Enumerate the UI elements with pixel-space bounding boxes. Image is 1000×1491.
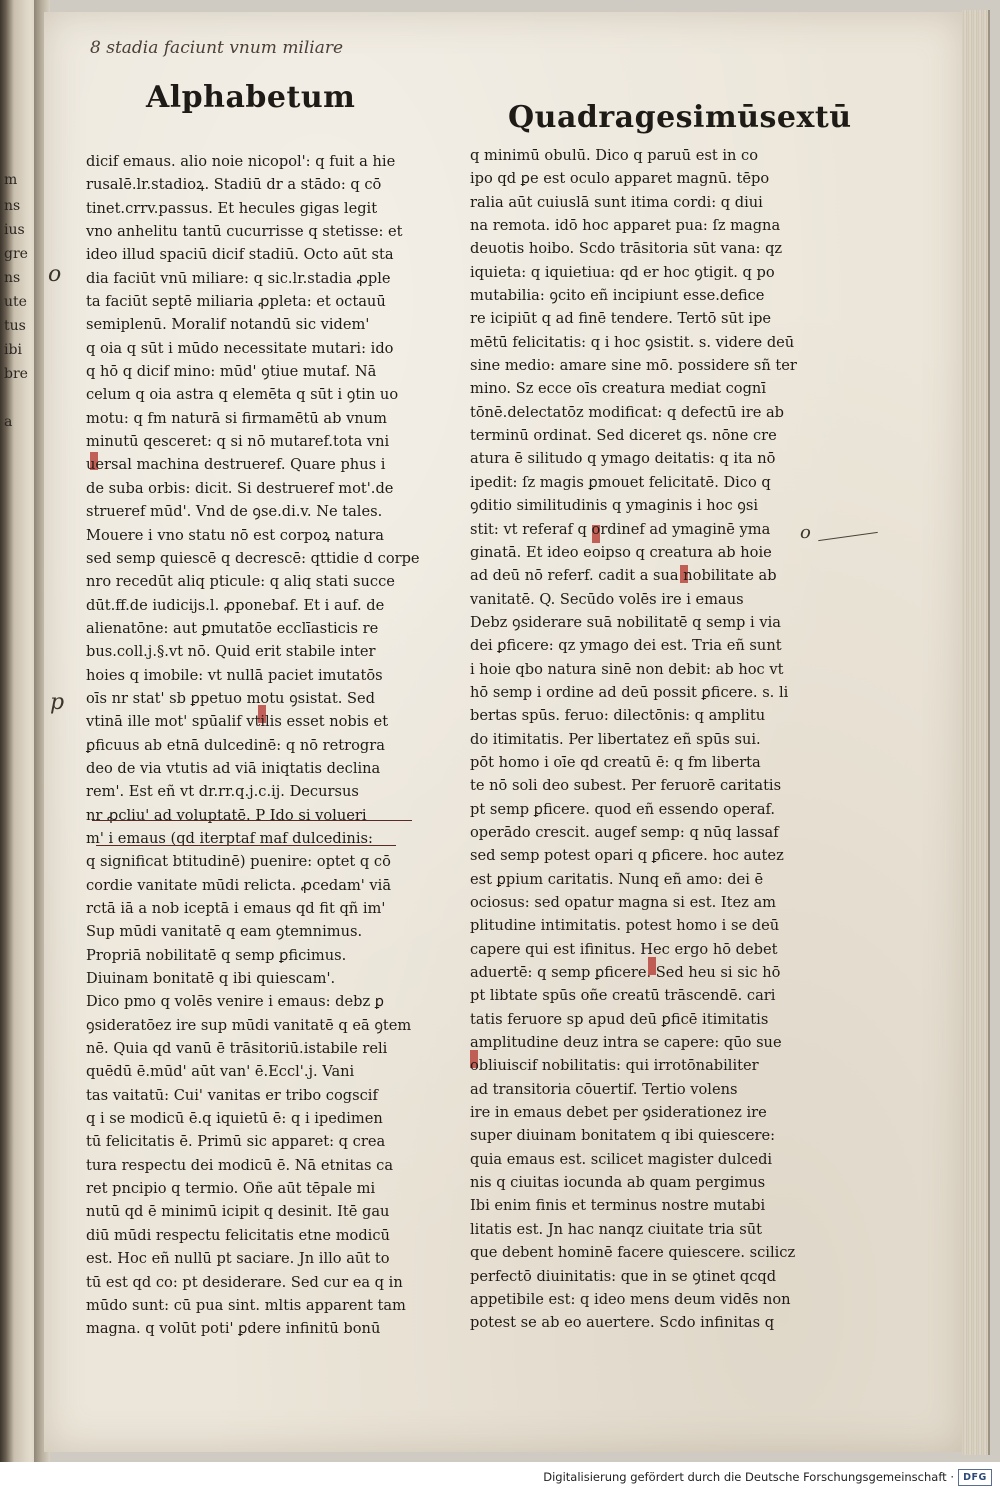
text-line: est ꝑpium caritatis. Nunq eñ amo: dei ē [470, 870, 764, 888]
text-line: Diuinam bonitatē q ibi quiescam'. [86, 970, 336, 988]
text-line: tinet.crrv.passus. Et hecules gigas legit [86, 199, 378, 217]
funding-credit: Digitalisierung gefördert durch die Deutsche Forschungsgemeinschaft · [543, 1470, 954, 1484]
text-line: pt semp ꝑficere. quod eñ essendo operaf. [470, 800, 776, 818]
text-line: Ibi enim finis et terminus nostre mutabi [470, 1197, 766, 1215]
text-line: ralia aūt cuiuslā sunt itima cordi: q diui [470, 193, 763, 211]
text-line: mino. Sz ecce oīs creatura mediat cognī [470, 380, 767, 398]
text-line: obliuiscif nobilitatis: qui irrotōnabiliter [470, 1057, 759, 1075]
margin-mark: o [48, 262, 62, 287]
text-line: q i se modicū ē.q iquietū ē: q i ipedimen [86, 1110, 383, 1128]
text-line: Sup mūdi vanitatē q eam ꝯtemnimus. [86, 923, 363, 941]
text-line: te nō soli deo subest. Per feruorē caritatis [470, 777, 782, 795]
text-line: ideo illud spaciū dicif stadiū. Octo aūt sta [86, 246, 394, 264]
text-line: tatis feruore sp apud deū ꝑficē itimitatis [470, 1010, 769, 1028]
footer-bar [0, 1462, 1000, 1491]
text-line: mētū felicitatis: q i hoc ꝯsistit. s. videre deū [470, 333, 795, 351]
text-line: uersal machina destrueref. Quare phus i [86, 456, 386, 474]
text-line: magna. q volūt poti' ꝑdere infinitū bonū [86, 1320, 381, 1338]
text-line: dicif emaus. alio noie nicopol': q fuit a hie [86, 153, 396, 170]
text-line: semiplenū. Moralif notandū sic videm' [86, 316, 370, 334]
text-line: q hō q dicif mino: mūd' ꝯtiue mutaf. Nā [86, 363, 377, 381]
text-line: ta faciūt septē miliaria ꝓpleta: et octauū [86, 293, 386, 311]
text-line: ret pncipio q termio. Oñe aūt tēpale mi [86, 1180, 376, 1198]
text-line: ad deū nō referf. cadit a sua nobilitate ab [470, 567, 777, 585]
text-line: atura ē silitudo q ymago deitatis: q ita nō [470, 450, 776, 468]
text-line: celum q oia astra q elemēta q sūt i ꝯtin uo [86, 386, 399, 404]
text-line: ire in emaus debet per ꝯsiderationez ire [470, 1104, 767, 1122]
left-fragment: tus [4, 318, 26, 334]
text-line: mūdo sunt: cū pua sint. mltis apparent tam [86, 1296, 406, 1314]
text-line: tū est qd co: pt desiderare. Sed cur ea q in [86, 1273, 403, 1291]
text-line: q oia q sūt i mūdo necessitate mutari: ido [86, 339, 394, 357]
underline-stroke [92, 820, 412, 821]
running-head-left: Alphabetum [146, 80, 356, 115]
dfg-logo: DFG [958, 1469, 992, 1486]
text-line: na remota. idō hoc apparet pua: ſz magna [470, 217, 781, 235]
text-line: est. Hoc eñ nullū pt saciare. Jn illo aūt to [86, 1250, 390, 1268]
text-line: vno anhelitu tantū cucurrisse q stetisse: et [86, 223, 403, 241]
text-line: diū mūdi respectu felicitatis etne modicū [86, 1226, 390, 1244]
text-line: hō semp i ordine ad deū possit ꝑficere. s. li [470, 683, 789, 701]
left-fragment: ius [4, 222, 25, 238]
text-line: amplitudine deuz intra se capere: qūo sue [470, 1034, 782, 1052]
text-line: quia emaus est. scilicet magister dulcedi [470, 1150, 773, 1168]
text-line: dūt.ff.de iudicijs.l. ꝓponebaf. Et i auf. de [86, 596, 385, 614]
margin-mark: p [50, 690, 65, 715]
text-line: nē. Quia qd vanū ē trāsitoriū.istabile reli [86, 1040, 388, 1058]
text-line: do itimitatis. Per libertatez eñ spūs sui. [470, 730, 761, 748]
margin-mark: o [800, 522, 811, 543]
text-line: ꝑficuus ab etnā dulcedinē: q nō retrogra [86, 736, 385, 754]
text-line: sed semp quiescē q decrescē: qttidie d corpe [86, 549, 420, 567]
underline-stroke [96, 845, 396, 846]
text-line: stit: vt referaf q ordinef ad ymaginē yma [470, 520, 771, 538]
text-line: m' i emaus (qd iterptaf maf dulcedinis: [86, 829, 373, 847]
text-line: ipedit: ſz magis ꝑmouet felicitatē. Dico q [470, 473, 771, 491]
text-line: nr ꝓcliu' ad voluptatē. P Ido si volueri [86, 806, 367, 824]
text-line: tū felicitatis ē. Primū sic apparet: q crea [86, 1133, 386, 1151]
text-line: cordie vanitate mūdi relicta. ꝓcedam' viā [86, 876, 392, 894]
text-line: minutū qesceret: q si nō mutaref.tota vni [86, 433, 390, 451]
text-line: Debz ꝯsiderare suā nobilitatē q semp i via [470, 613, 781, 631]
text-line: dia faciūt vnū miliare: q sic.lr.stadia ꝓple [86, 269, 391, 287]
text-line: quēdū ē.mūd' aūt van' ē.Eccl'.j. Vani [86, 1063, 355, 1081]
left-fragment: a [4, 414, 13, 430]
text-column-right [470, 144, 797, 1335]
text-line: deuotis hoibo. Scdo trāsitoria sūt vana: qz [470, 240, 783, 258]
text-line: bertas spūs. feruo: dilectōnis: q amplitu [470, 707, 766, 725]
text-line: aduertē: q semp ꝑficere. Sed heu si sic hō [470, 964, 781, 982]
text-line: rusalē.lr.stadioꝝ. Stadiū dr a stādo: q cō [86, 176, 382, 194]
left-fragment: m [4, 172, 18, 188]
text-line: dei ꝑficere: qz ymago dei est. Tria eñ sunt [470, 637, 782, 655]
text-line: ipo qd ꝑe est oculo apparet magnū. tēpo [470, 170, 770, 188]
text-line: plitudine intimitatis. potest homo i se deū [470, 917, 780, 935]
text-line: sine medio: amare sine mō. possidere sñ ter [470, 357, 797, 375]
left-fragment: ns [4, 270, 21, 286]
text-line: nro recedūt aliq pticule: q aliq stati succe [86, 573, 395, 591]
text-line: Mouere i vno statu nō est corpoꝝ natura [86, 526, 384, 544]
text-line: appetibile est: q ideo mens deum vidēs non [470, 1290, 791, 1308]
text-line: Propriā nobilitatē q semp ꝑficimus. [86, 946, 347, 964]
text-line: Dico pmo q volēs venire i emaus: debz ꝑ [86, 993, 385, 1011]
text-line: pōt homo i oīe qd creatū ē: q fm liberta [470, 753, 761, 771]
left-fragment: ns [4, 198, 21, 214]
text-line: rem'. Est eñ vt dr.rr.q.j.c.ij. Decursus [86, 783, 359, 801]
text-line: de suba orbis: dicit. Si destrueref mot'.de [86, 479, 394, 497]
text-line: deo de via vtutis ad viā iniqtatis declina [86, 759, 381, 777]
text-line: nis q ciuitas iocunda ab quam pergimus [470, 1174, 766, 1192]
text-line: ꝯditio similitudinis q ymaginis i hoc ꝯsi [470, 497, 758, 515]
running-head-right: Quadragesimūsextū [508, 100, 852, 135]
text-line: rctā iā a nob iceptā i emaus qd fit qñ im' [86, 900, 386, 917]
text-line: mutabilia: ꝯcito eñ incipiunt esse.defice [470, 287, 765, 305]
text-line: operādo crescit. augef semp: q nūq lassaf [470, 823, 779, 841]
text-line: hoies q imobile: vt nullā paciet imutatōs [86, 666, 383, 684]
text-line: pt libtate spūs oñe creatū trāscendē. cari [470, 987, 776, 1005]
text-line: vtinā ille mot' spūalif vtilis esset nobis et [86, 713, 389, 731]
left-fragment: ute [4, 294, 27, 310]
left-fragment: gre [4, 246, 28, 262]
text-line: ociosus: sed opatur magna si est. Itez am [470, 894, 776, 911]
text-line: re icipiūt q ad finē tendere. Tertō sūt ipe [470, 310, 772, 328]
text-line: ginatā. Et ideo eoipso q creatura ab hoie [470, 543, 772, 561]
text-line: i hoie qbo natura sinē non debit: ab hoc vt [470, 660, 784, 678]
text-line: ꝯsideratōez ire sup mūdi vanitatē q eā ꝯtem [86, 1016, 412, 1034]
text-line: perfectō diuinitatis: que in se ꝯtinet qcqd [470, 1267, 777, 1285]
text-line: tura respectu dei modicū ē. Nā etnitas ca [86, 1156, 394, 1174]
left-fragment: ibi [4, 342, 22, 358]
text-line: q minimū obulū. Dico q paruū est in co [470, 147, 758, 164]
text-line: ad transitoria cōuertif. Tertio volens [470, 1080, 738, 1098]
text-line: nutū qd ē minimū icipit q desinit. Itē gau [86, 1203, 390, 1221]
text-line: strueref mūd'. Vnd de ꝯse.di.v. Ne tales. [86, 503, 383, 521]
text-line: super diuinam bonitatem q ibi quiescere: [470, 1127, 776, 1145]
text-line: bus.coll.j.§.vt nō. Quid erit stabile inter [86, 643, 376, 661]
text-line: litatis est. Jn hac nanqz ciuitate tria sūt [470, 1220, 763, 1238]
text-line: motu: q fm naturā si firmamētū ab vnum [86, 409, 387, 427]
text-line: capere qui est ifinitus. Hec ergo hō debet [470, 940, 778, 958]
handwritten-annotation: 8 stadia faciunt vnum miliare [90, 38, 344, 58]
text-line: alienatōne: aut ꝑmutatōe ecclīasticis re [86, 619, 379, 637]
text-line: oīs nr stat' sb ꝑpetuo motu ꝯsistat. Sed [86, 689, 375, 707]
text-line: vanitatē. Q. Secūdo volēs ire i emaus [470, 590, 744, 608]
page-block-edges [962, 10, 990, 1455]
text-line: tōnē.delectatōz modificat: q defectū ire ab [470, 403, 785, 421]
text-line: que debent hominē facere quiescere. scilicz [470, 1244, 796, 1262]
text-line: tas vaitatū: Cui' vanitas er tribo cogscif [86, 1086, 378, 1104]
text-line: potest se ab eo auertere. Scdo infinitas q [470, 1314, 775, 1332]
text-line: terminū ordinat. Sed diceret qs. nōne cre [470, 427, 777, 445]
text-line: sed semp potest opari q ꝑficere. hoc autez [470, 847, 784, 865]
left-fragment: bre [4, 366, 28, 382]
text-column-left [86, 150, 420, 1341]
text-line: q significat btitudinē) puenire: optet q cō [86, 853, 391, 871]
text-line: iquieta: q iquietiua: qd er hoc ꝯtigit. q po [470, 263, 775, 281]
